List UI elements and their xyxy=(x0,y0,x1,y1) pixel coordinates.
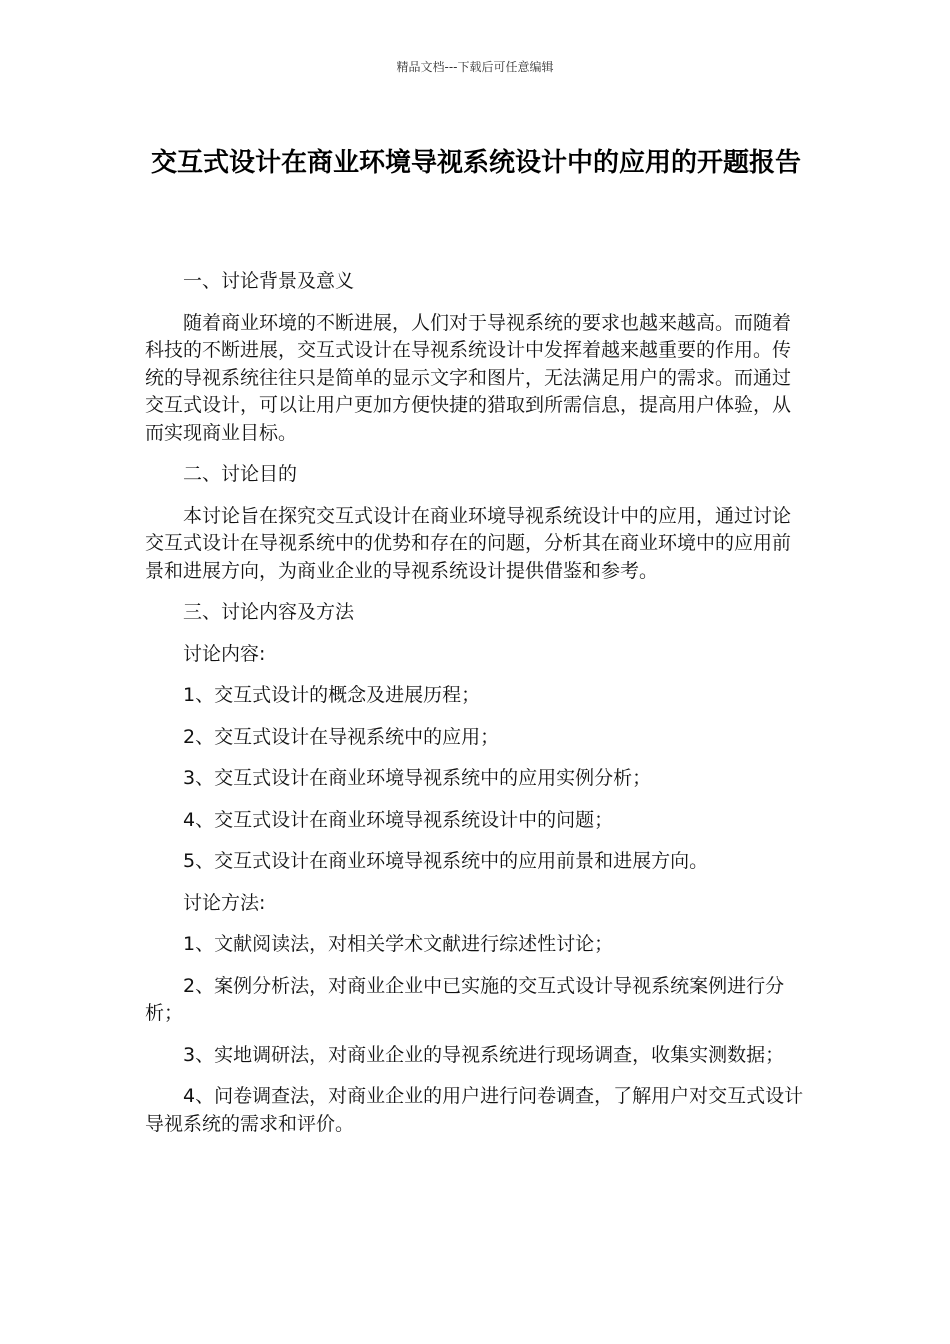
method-item-1: 1、文献阅读法，对相关学术文献进行综述性讨论； xyxy=(183,933,614,955)
content-item-2: 2、交互式设计在导视系统中的应用； xyxy=(183,725,500,748)
method-label: 讨论方法: xyxy=(183,891,266,914)
section-3-heading: 三、讨论内容及方法 xyxy=(183,601,355,623)
section-2-paragraph: 本讨论旨在探究交互式设计在商业环境导视系统设计中的应用，通过讨论交互式设计在导视系统中的优势和存在的问题，分析其在商业环境中的应用前景和进展方向，为商业企业的导视系统设计提供借鉴和参考。 xyxy=(145,504,792,582)
content-item-1: 1、交互式设计的概念及进展历程； xyxy=(183,684,481,706)
method-item-3: 3、实地调研法，对商业企业的导视系统进行现场调查，收集实测数据； xyxy=(183,1043,785,1066)
method-item-4: 4、问卷调查法，对商业企业的用户进行问卷调查，了解用户对交互式设计导视系统的需求和评价。 xyxy=(145,1085,804,1135)
section-1-paragraph: 随着商业环境的不断进展，人们对于导视系统的要求也越来越高。而随着科技的不断进展，交互式设计在导视系统设计中发挥着越来越重要的作用。传统的导视系统往往只是简单的显示文字和图片，无法满足用户的需求。而通过交互式设计，可以让用户更加方便快捷的猎取到所需信息，提高用户体验，从而实现商业目标。 xyxy=(145,311,792,444)
content-item-4: 4、交互式设计在商业环境导视系统设计中的问题； xyxy=(183,808,614,831)
content-label: 讨论内容: xyxy=(183,642,266,665)
method-item-2: 2、案例分析法，对商业企业中已实施的交互式设计导视系统案例进行分析； xyxy=(145,974,785,1024)
section-1-heading: 一、讨论背景及意义 xyxy=(183,270,355,292)
content-item-5: 5、交互式设计在商业环境导视系统中的应用前景和进展方向。 xyxy=(183,850,709,872)
document-body xyxy=(145,268,807,1152)
section-2-heading: 二、讨论目的 xyxy=(183,463,298,485)
header-note: 精品文档---下载后可任意编辑 xyxy=(396,60,554,74)
content-item-3: 3、交互式设计在商业环境导视系统中的应用实例分析； xyxy=(183,767,652,789)
document-title: 交互式设计在商业环境导视系统设计中的应用的开题报告 xyxy=(150,148,801,178)
